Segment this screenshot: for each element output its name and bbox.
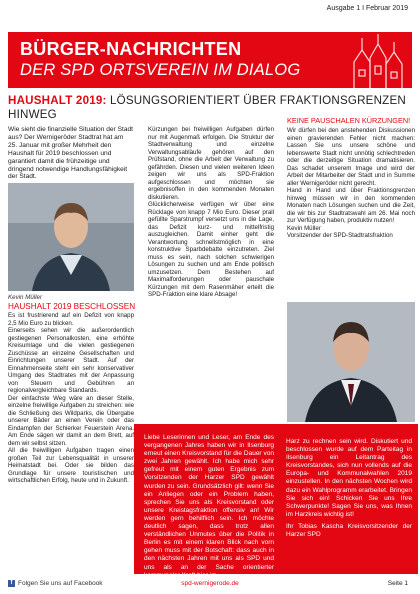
section-heading-budget: HAUSHALT 2019 BESCHLOSSEN: [8, 302, 136, 311]
paragraph: Kürzungen bei freiwilligen Aufgaben dürfen nur mit Augenmaß erfolgen. Die Struktur der Stadtverwaltung und einzelne Verwaltungsabläufe gehören auf den Prüfstand, ohne die Arbeit der Verwaltung zu gefährden. Diesen und vielen weiteren Ideen zeigen wir uns als SPD-Fraktion aufgeschlossen und möchten sie ergebnisoffen in den kommenden Monaten diskutieren.: [148, 126, 274, 201]
paragraph: Es ist frustrierend auf ein Defizit von knapp 2,5 Mio Euro zu blicken.: [8, 312, 134, 327]
article-lead: Wie sieht die finanzielle Situation der Stadt aus? Der Wernigeröder Stadtrat hat am 25. Januar mit großer Mehrheit den Haushalt für 2019 beschlossen und garantiert damit die frühzeitige und dringend notwendige Handlungsfähigkeit der Stadt.: [8, 126, 133, 181]
paragraph: Der einfachste Weg wäre an dieser Stelle, einzelne freiwillige Aufgaben zu streichen: wie die Schließung des Wildparks, die Übergabe unserer Bäder an einen Verein oder das Eindampfen der Schierker Feuerstein Arena. Am Ende sägen wir damit an dem Brett, auf dem wir selbst sitzen.: [8, 394, 134, 447]
page-number: Seite 1: [387, 580, 408, 587]
masthead-title: BÜRGER-NACHRICHTEN: [20, 39, 242, 59]
town-hall-icon: [342, 32, 412, 88]
section-heading-no-cuts: KEINE PAUSCHALEN KÜRZUNGEN!: [287, 116, 411, 125]
paragraph: All die freiwilligen Aufgaben tragen einen großen Teil zur Lebensqualität in unserer Heimatstadt bei. Oder sie bilden das Grundlage für unsere touristischen und wirtschaftlichen Erfolg, heute und in Zukunft.: [8, 447, 134, 484]
portrait-illustration: [287, 302, 415, 422]
masthead-banner: [8, 32, 412, 88]
editorial-signature: Ihr Tobias Kascha Kreisvorsitzender der Harzer SPD: [286, 522, 412, 539]
website-link[interactable]: spd-wernigerode.de: [181, 580, 239, 587]
paragraph: Glücklicherweise verfügen wir über eine Rücklage von knapp 7 Mio Euro. Dieser prall gefüllte Sparstrumpf versetzt uns in die Lage, das Defizit kurz- und mittelfristig auszugleichen. Damit einher geht die Verantwortung schnellstmöglich in eine konstruktive Sparbdebatte einzutreten. Ziel muss es sein, nach solchen schwierigen Lösungen zu suchen und am Ende politisch umzusetzen. Dem Bestehen auf Maximalforderungen oder pauschale Kürzungen mit dem Rasenmäher erteilt die SPD-Fraktion eine klare Absage!: [148, 201, 274, 298]
portrait-illustration: [8, 183, 134, 291]
page-footer: [0, 578, 420, 594]
paragraph: Wir dürfen bei den anstehenden Diskussionen einen gravierenden Fehler nicht machen: Lassen Sie uns unsere schöne und lebenswerte Stadt nicht unnötig schlechtreden oder die derzeitige Situation dramatisieren. Das schadet unserem Image und wird der Arbeit der Mitarbeiter der Stadt und in Summe aller Wernigeröder nicht gerecht.: [287, 127, 415, 187]
facebook-label: Folgen Sie uns auf Facebook: [18, 580, 103, 588]
issue-label: Ausgabe 1 I Februar 2019: [326, 5, 408, 12]
paragraph: Einerseits sehen wir die außerordentlich gestiegenen Personalkosten, eine erhöhte Kreisumlage und die vielen gestiegenen Zuschüsse an einzelne Gesellschaften und Einrichtungen unserer Stadt. Auf der Einnahmenseite steht ein sehr konservativer Umgang des Stadtrates mit der Anpassung von Steuern und Gebühren an regionalvergleichbare Standards.: [8, 327, 134, 394]
signature-name: Kevin Müller: [287, 224, 321, 232]
column-three: [287, 116, 415, 240]
column-one-body: [8, 312, 134, 485]
photo-caption-kevin: Kevin Müller: [8, 294, 43, 301]
masthead-subtitle: DER SPD ORTSVEREIN IM DIALOG: [20, 61, 301, 79]
signature-role: Vorsitzender der SPD-Stadtratsfraktion: [287, 232, 393, 239]
editorial-box: [134, 424, 418, 579]
editorial-right-text: Harz zu rechnen sein wird. Diskutiert und beschlossen wurde auf dem Parteitag in Ilsenburg ein Leitantrag des Kreisvorstandes, sich nun vollends auf die Europa- und Kommunalwahlen 2019 einzustellen. In den nächsten Wochen wird dazu ein Wahlprogramm erarbeitet. Bringen Sie sich ein! Schicken Sie uns Ihre Schwerpunkte! Sagen Sie uns, was Ihnen im Harzkreis wichtig ist!: [286, 438, 412, 518]
column-one-intro: [8, 126, 134, 181]
headline-highlight: HAUSHALT 2019:: [8, 94, 107, 107]
column-two: [148, 126, 274, 299]
paragraph: Hand in Hand und über Fraktionsgrenzen hinweg müssen wir in den kommenden Monaten nach Lösungen suchen und die Zeit, die wir bis zur Stadtratswahl am 26. Mai noch zur Verfügung haben, produktiv nutzen!: [287, 187, 415, 224]
portrait-photo-kevin-mueller: [8, 183, 134, 291]
facebook-icon: f: [8, 580, 15, 587]
editorial-right-column: [286, 438, 412, 539]
editorial-left-text: Liebe Leserinnen und Leser, am Ende des vergangenen Jahres haben wir in Ilsenburg erneut einen Kreisvorstand für die Dauer von zwei Jahren gewählt. Ich habe mich sehr gefreut mit einem guten Ergebnis zum Vorsitzenden der Harzer SPD gewählt wurden zu sein. Grundsätzlich gilt: wenn Sie ein Anliegen oder ein Problem haben, sprechen Sie uns als Kreisvorstand oder unsere Kreistagsfraktion offensiv an! Wir werden gern behilflich sein. Ich möchte deutlich sagen, dass trotz allen verständlichen Unmutes über die Politik in Berlin es mit einem klaren Blick nach vorn gehen muss mit der Botschaft: dass auch in den nächsten Jahren mit uns als SPD und uns als an der Sache orientierter kommunaler Kraft hier im: [144, 434, 274, 579]
headline-rest: LÖSUNGSORIENTIERT ÜBER FRAKTIONSGRENZEN HINWEG: [8, 94, 406, 121]
portrait-photo-tobias-kascha: [287, 302, 415, 422]
